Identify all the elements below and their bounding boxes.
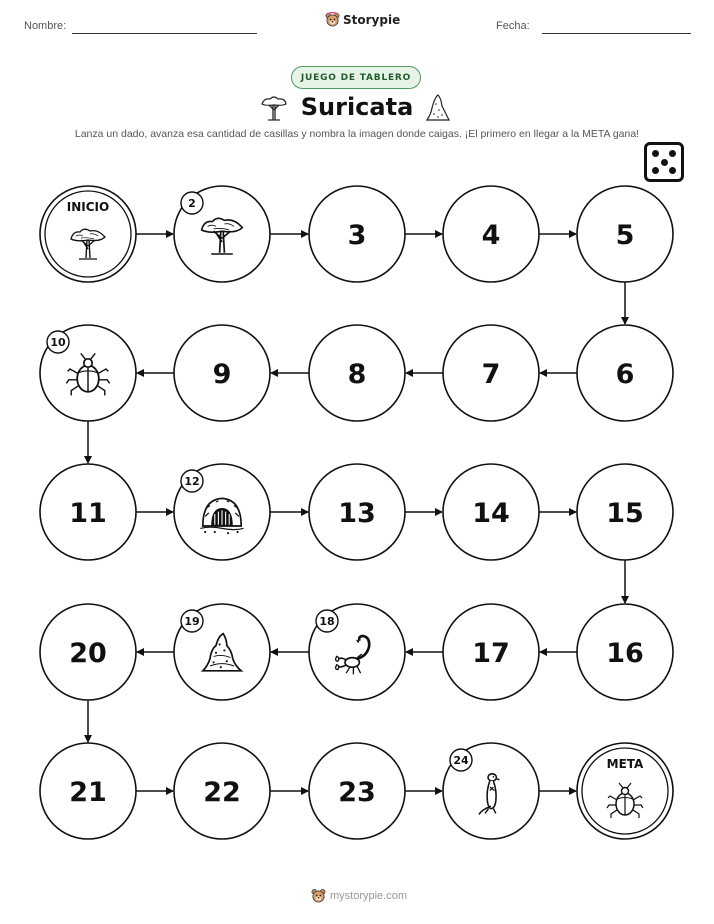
space-number: 9 [212, 359, 232, 390]
space-number: 2 [188, 197, 196, 210]
board-space-22 [174, 743, 270, 839]
space-number: 12 [184, 475, 200, 488]
space-number: 7 [481, 359, 501, 390]
bear-icon [311, 888, 326, 903]
space-number: 10 [50, 336, 66, 349]
board-space-4 [443, 186, 539, 282]
space-number: 22 [203, 777, 241, 808]
board-space-9 [174, 325, 270, 421]
board-space-20 [40, 604, 136, 700]
space-number: 16 [606, 638, 644, 669]
page-title: Suricata [300, 93, 414, 121]
space-number: 19 [184, 615, 200, 628]
board-space-8 [309, 325, 405, 421]
space-number: 11 [69, 498, 107, 529]
space-number: 17 [472, 638, 510, 669]
board-space-11 [40, 464, 136, 560]
space-number: 20 [69, 638, 107, 669]
board-space-3 [309, 186, 405, 282]
space-number: 23 [338, 777, 376, 808]
space-number: 13 [338, 498, 376, 529]
space-number: 14 [472, 498, 510, 529]
space-number: 15 [606, 498, 644, 529]
brand-name: Storypie [343, 12, 401, 27]
date-label: Fecha: [496, 20, 530, 32]
board-space-17 [443, 604, 539, 700]
instructions-text: Lanza un dado, avanza esa cantidad de casillas y nombra la imagen donde caigas. ¡El primero en llegar a la META gana! [74, 128, 640, 140]
board-space-19 [174, 604, 270, 700]
board-space-14 [443, 464, 539, 560]
footer-url: mystorypie.com [330, 889, 408, 902]
board-space-13 [309, 464, 405, 560]
board-space-15 [577, 464, 673, 560]
board-space-7 [443, 325, 539, 421]
board-space-23 [309, 743, 405, 839]
space-number: 24 [453, 754, 469, 767]
space-number: 8 [347, 359, 367, 390]
name-label: Nombre: [24, 20, 67, 32]
board-space-2 [174, 186, 270, 282]
space-number: 18 [319, 615, 335, 628]
game-type-badge: JUEGO DE TABLERO [291, 66, 421, 89]
board-space-10 [40, 325, 136, 421]
board-space-12 [174, 464, 270, 560]
board-space-6 [577, 325, 673, 421]
space-label: INICIO [66, 200, 110, 214]
board-space-16 [577, 604, 673, 700]
board-space-18 [309, 604, 405, 700]
board-space-24 [443, 743, 539, 839]
start-space [40, 186, 136, 282]
space-number: 21 [69, 777, 107, 808]
space-number: 4 [481, 220, 501, 251]
space-number: 6 [615, 359, 635, 390]
board-space-5 [577, 186, 673, 282]
space-number: 3 [347, 220, 367, 251]
footer [311, 888, 407, 903]
space-number: 5 [615, 220, 635, 251]
space-label: META [606, 757, 644, 771]
board-space-21 [40, 743, 136, 839]
finish-space [577, 743, 673, 839]
